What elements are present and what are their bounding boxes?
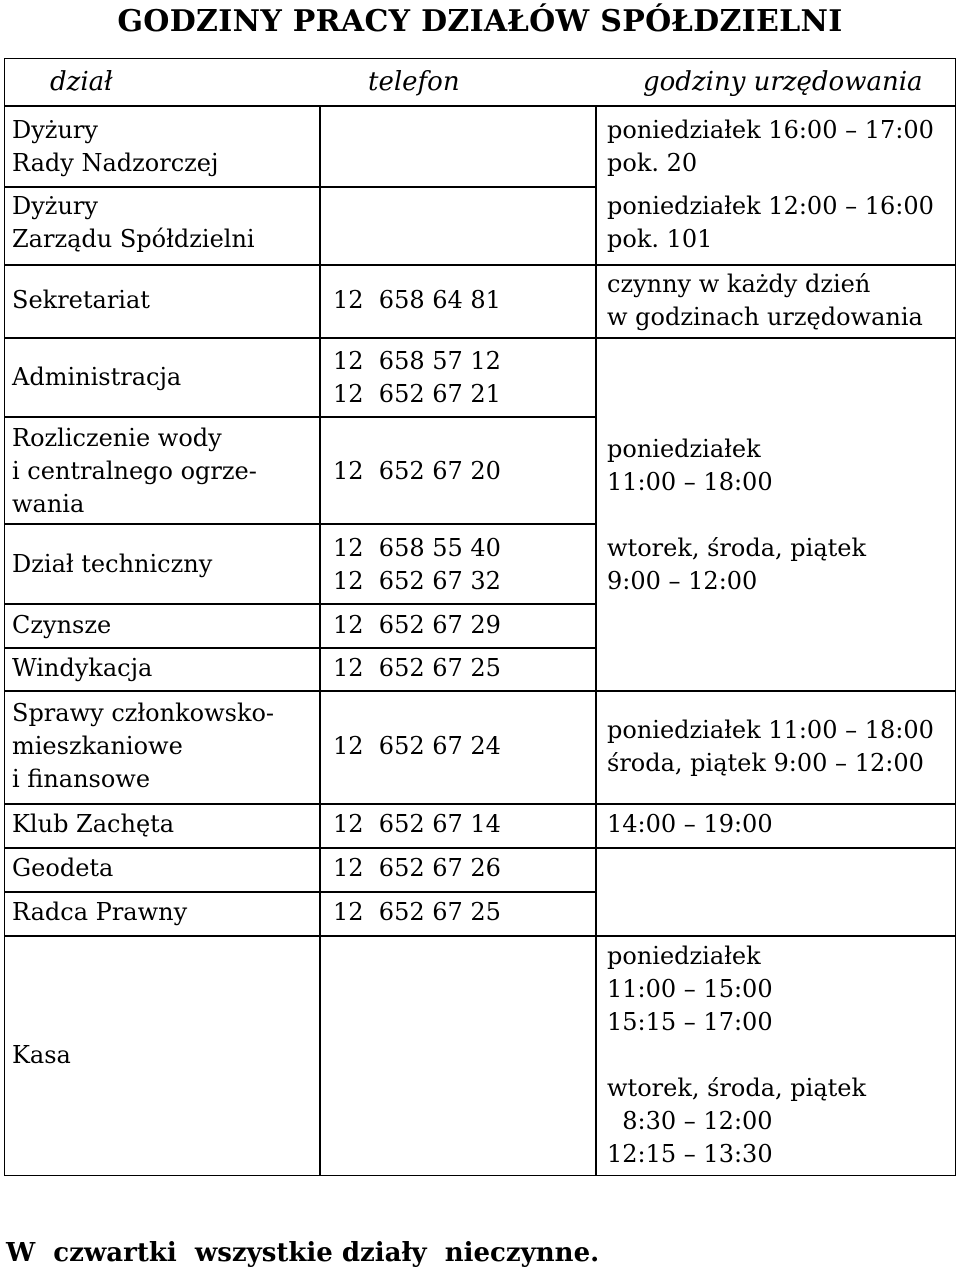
row-divider	[4, 803, 956, 805]
dept-line: Zarządu Spółdzielni	[12, 225, 255, 253]
row-divider	[4, 264, 956, 266]
hours-line: 9:00 – 12:00	[607, 567, 758, 595]
hours-line: poniedziałek 16:00 – 17:00	[607, 116, 934, 144]
header-phone: telefon	[368, 67, 460, 97]
dept-line: wania	[12, 490, 85, 518]
dept-line: i finansowe	[12, 765, 151, 793]
hours-line: poniedziałek 11:00 – 18:00	[607, 716, 934, 744]
phone-number: 12 658 64 81	[333, 286, 501, 314]
dept-line: Sekretariat	[12, 286, 150, 314]
phone-number: 12 652 67 14	[333, 810, 501, 838]
hours-line: 11:00 – 18:00	[607, 468, 773, 496]
header-dept: dział	[50, 67, 113, 97]
row-divider	[4, 186, 596, 188]
row-divider	[4, 690, 956, 692]
dept-line: Rady Nadzorczej	[12, 149, 219, 177]
hours-line: wtorek, środa, piątek	[607, 534, 867, 562]
hours-line: 15:15 – 17:00	[607, 1008, 773, 1036]
col-divider-2	[595, 106, 597, 1176]
dept-line: Dyżury	[12, 116, 98, 144]
dept-line: Sprawy członkowsko-	[12, 699, 275, 727]
hours-line: w godzinach urzędowania	[607, 303, 923, 331]
phone-number: 12 652 67 20	[333, 457, 501, 485]
hours-line: poniedziałek 12:00 – 16:00	[607, 192, 934, 220]
dept-line: Radca Prawny	[12, 898, 188, 926]
phone-number: 12 658 57 12	[333, 347, 501, 375]
row-divider	[4, 416, 596, 418]
row-divider	[4, 935, 956, 937]
phone-number: 12 652 67 26	[333, 854, 501, 882]
hours-line: poniedziałek	[607, 435, 761, 463]
phone-number: 12 652 67 29	[333, 611, 501, 639]
hours-line: wtorek, środa, piątek	[607, 1074, 867, 1102]
dept-line: Dział techniczny	[12, 550, 213, 578]
phone-number: 12 652 67 32	[333, 567, 501, 595]
dept-line: i centralnego ogrze-	[12, 457, 257, 485]
phone-number: 12 652 67 21	[333, 380, 501, 408]
hours-line: czynny w każdy dzień	[607, 270, 871, 298]
row-divider	[4, 891, 596, 893]
phone-number: 12 652 67 25	[333, 898, 501, 926]
phone-number: 12 658 55 40	[333, 534, 501, 562]
hours-line: środa, piątek 9:00 – 12:00	[607, 749, 924, 777]
header-divider	[4, 105, 956, 107]
header-hours: godziny urzędowania	[643, 67, 923, 97]
hours-line: 14:00 – 19:00	[607, 810, 773, 838]
dept-line: Windykacja	[12, 654, 153, 682]
phone-number: 12 652 67 25	[333, 654, 501, 682]
page-title: GODZINY PRACY DZIAŁÓW SPÓŁDZIELNI	[117, 4, 843, 39]
dept-line: Klub Zachęta	[12, 810, 175, 838]
row-divider	[4, 523, 596, 525]
dept-line: Dyżury	[12, 192, 98, 220]
phone-number: 12 652 67 24	[333, 732, 501, 760]
hours-line: 8:30 – 12:00	[607, 1107, 773, 1135]
hours-line: 11:00 – 15:00	[607, 975, 773, 1003]
dept-line: Geodeta	[12, 854, 114, 882]
dept-line: Rozliczenie wody	[12, 424, 222, 452]
hours-line: 12:15 – 13:30	[607, 1140, 773, 1168]
dept-line: mieszkaniowe	[12, 732, 183, 760]
hours-line: pok. 101	[607, 225, 713, 253]
row-divider	[4, 847, 956, 849]
dept-line: Administracja	[12, 363, 182, 391]
hours-line: pok. 20	[607, 149, 698, 177]
hours-line: poniedziałek	[607, 942, 761, 970]
row-divider	[4, 603, 596, 605]
dept-line: Kasa	[12, 1041, 71, 1069]
footer-note: W czwartki wszystkie działy nieczynne.	[6, 1238, 600, 1268]
row-divider	[4, 337, 956, 339]
row-divider	[4, 647, 596, 649]
col-divider-1	[319, 106, 321, 1176]
dept-line: Czynsze	[12, 611, 112, 639]
